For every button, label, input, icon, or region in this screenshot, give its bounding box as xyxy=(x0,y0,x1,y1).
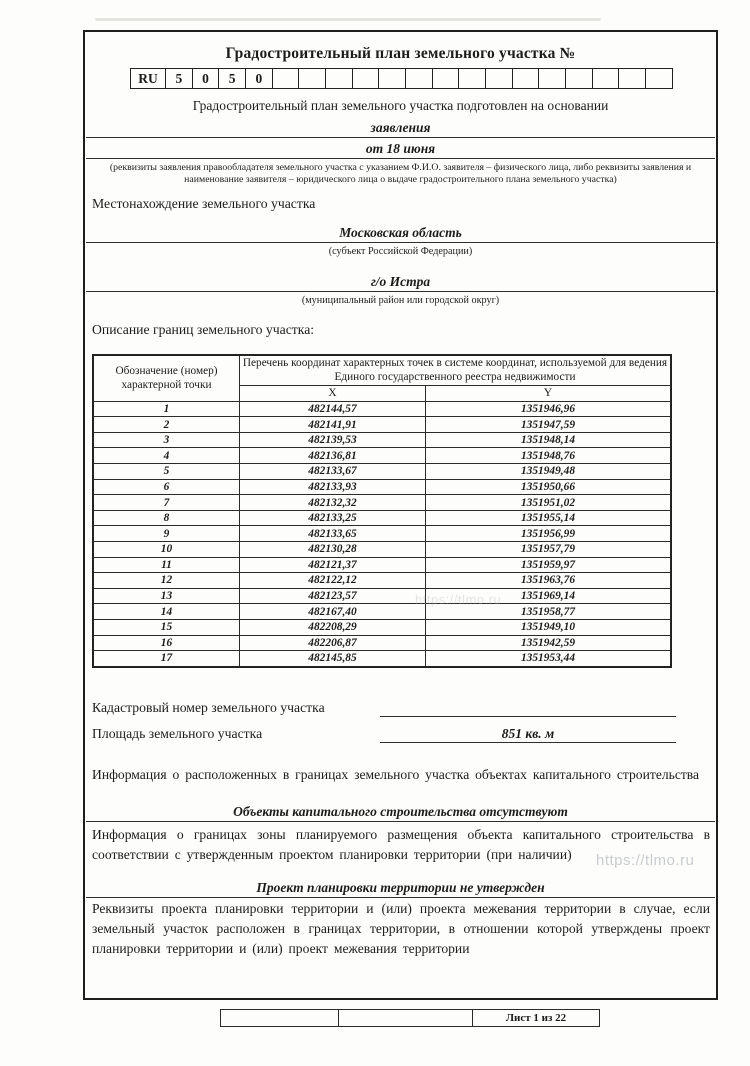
coord-x-cell: 482132,32 xyxy=(240,495,426,511)
basis-date-field: от 18 июня xyxy=(86,141,715,159)
grid-empty-cell xyxy=(379,69,406,89)
coord-y-cell: 1351949,10 xyxy=(426,619,672,635)
sheet-footer-row xyxy=(221,1010,600,1027)
coord-x-cell: 482123,57 xyxy=(240,588,426,604)
cadastral-number-value-line xyxy=(380,700,676,717)
district-footnote: (муниципальный район или городской округ) xyxy=(301,295,500,307)
grid-empty-cell xyxy=(432,69,459,89)
basis-footnote: (реквизиты заявления правообладателя земельного участка с указанием Ф.И.О. заявителя – физического лица, либо реквизиты заявления и наименование заявителя – юридического лица о выдаче градостроительного плана земельного участка) xyxy=(109,162,692,185)
coord-y-cell: 1351957,79 xyxy=(426,542,672,558)
point-number-cell: 2 xyxy=(93,417,240,433)
coord-x-cell: 482167,40 xyxy=(240,604,426,620)
footer-empty-cell-2 xyxy=(339,1010,473,1027)
coord-y-cell: 1351942,59 xyxy=(426,635,672,651)
grid-empty-cell xyxy=(326,69,353,89)
coordinates-table-header xyxy=(93,355,671,401)
coord-x-cell: 482145,85 xyxy=(240,651,426,667)
coord-y-cell: 1351959,97 xyxy=(426,557,672,573)
coords-span-header: Перечень координат характерных точек в системе координат, используемой для ведения Единого государственного реестра недвижимости xyxy=(240,355,672,385)
coord-y-cell: 1351948,76 xyxy=(426,448,672,464)
coord-x-cell: 482133,93 xyxy=(240,479,426,495)
coord-x-cell: 482133,25 xyxy=(240,510,426,526)
prepared-on-basis-line: Градостроительный план земельного участка подготовлен на основании xyxy=(192,98,609,113)
y-column-header: Y xyxy=(426,385,672,401)
coords-row xyxy=(93,479,671,495)
point-number-cell: 3 xyxy=(93,432,240,448)
area-value-line: 851 кв. м xyxy=(380,726,676,743)
coord-y-cell: 1351949,48 xyxy=(426,464,672,480)
requisites-label: Реквизиты проекта планировки территории и (или) проекта межевания территории в случае, если земельный участок расположен в границах территории, в отношении которой утверждены проект планировки территории и (или) проект межевания территории xyxy=(92,900,710,956)
grid-empty-cell xyxy=(352,69,379,89)
grid-prefix-cell: RU xyxy=(131,69,166,89)
capital-objects-value-field: Объекты капитального строительства отсутствуют xyxy=(86,804,715,822)
coord-x-cell: 482136,81 xyxy=(240,448,426,464)
coords-row xyxy=(93,432,671,448)
grid-digit-cell: 0 xyxy=(192,69,219,89)
district-value-field: г/о Истра xyxy=(86,274,715,292)
planning-zone-label: Информация о границах зоны планируемого размещения объекта капитального строительства в соответствии с утвержденным проектом планировки территории (при наличии) xyxy=(92,826,710,862)
coord-y-cell: 1351948,14 xyxy=(426,432,672,448)
point-number-cell: 4 xyxy=(93,448,240,464)
grid-empty-cell xyxy=(539,69,566,89)
coord-x-cell: 482130,28 xyxy=(240,542,426,558)
coordinates-table xyxy=(92,354,672,668)
coords-row xyxy=(93,542,671,558)
coords-row xyxy=(93,401,671,417)
coords-row xyxy=(93,448,671,464)
point-number-cell: 13 xyxy=(93,588,240,604)
basis-value-field: заявления xyxy=(86,120,715,138)
x-column-header: X xyxy=(240,385,426,401)
gpzu-number-row xyxy=(131,69,673,89)
point-number-cell: 17 xyxy=(93,651,240,667)
coords-row xyxy=(93,510,671,526)
area-row xyxy=(92,726,710,744)
point-number-cell: 9 xyxy=(93,526,240,542)
region-value-field: Московская область xyxy=(86,225,715,243)
sheet-footer-table xyxy=(220,1009,600,1027)
point-number-cell: 10 xyxy=(93,542,240,558)
grid-empty-cell xyxy=(459,69,486,89)
coord-y-cell: 1351969,14 xyxy=(426,588,672,604)
capital-objects-label: Информация о расположенных в границах земельного участка объектах капитального строительства xyxy=(92,766,700,782)
coord-x-cell: 482133,67 xyxy=(240,464,426,480)
coords-row xyxy=(93,619,671,635)
point-number-cell: 11 xyxy=(93,557,240,573)
grid-empty-cell xyxy=(406,69,433,89)
grid-digit-cell: 0 xyxy=(246,69,273,89)
coord-y-cell: 1351950,66 xyxy=(426,479,672,495)
coord-y-cell: 1351947,59 xyxy=(426,417,672,433)
coords-row xyxy=(93,651,671,667)
coords-table-body xyxy=(93,401,671,667)
region-footnote: (субъект Российской Федерации) xyxy=(328,245,473,257)
coord-x-cell: 482121,37 xyxy=(240,557,426,573)
coord-x-cell: 482144,57 xyxy=(240,401,426,417)
point-number-cell: 8 xyxy=(93,510,240,526)
point-number-cell: 16 xyxy=(93,635,240,651)
grid-empty-cell xyxy=(592,69,619,89)
grid-empty-cell xyxy=(619,69,646,89)
sheet-number-cell: Лист 1 из 22 xyxy=(473,1010,600,1027)
area-label: Площадь земельного участка xyxy=(92,725,263,741)
point-number-cell: 15 xyxy=(93,619,240,635)
grid-empty-cell xyxy=(512,69,539,89)
coord-x-cell: 482208,29 xyxy=(240,619,426,635)
coord-y-cell: 1351951,02 xyxy=(426,495,672,511)
coord-y-cell: 1351953,44 xyxy=(426,651,672,667)
grid-empty-cell xyxy=(646,69,673,89)
point-number-cell: 1 xyxy=(93,401,240,417)
coords-row xyxy=(93,464,671,480)
coord-y-cell: 1351963,76 xyxy=(426,573,672,589)
point-number-cell: 12 xyxy=(93,573,240,589)
coords-row xyxy=(93,495,671,511)
grid-digit-cell: 5 xyxy=(166,69,193,89)
point-number-cell: 7 xyxy=(93,495,240,511)
grid-empty-cell xyxy=(272,69,299,89)
planning-project-value-field: Проект планировки территории не утвержден xyxy=(86,880,715,898)
location-label: Местонахождение земельного участка xyxy=(92,195,316,211)
grid-empty-cell xyxy=(299,69,326,89)
coord-x-cell: 482141,91 xyxy=(240,417,426,433)
coord-x-cell: 482133,65 xyxy=(240,526,426,542)
coords-row xyxy=(93,573,671,589)
coords-row xyxy=(93,417,671,433)
coords-row xyxy=(93,526,671,542)
coords-row xyxy=(93,557,671,573)
coord-x-cell: 482139,53 xyxy=(240,432,426,448)
watermark-url-faint: https://tlmo.ru xyxy=(415,592,502,607)
scan-artifact xyxy=(95,18,601,21)
grid-empty-cell xyxy=(486,69,513,89)
coord-y-cell: 1351946,96 xyxy=(426,401,672,417)
point-number-cell: 6 xyxy=(93,479,240,495)
coords-row xyxy=(93,635,671,651)
point-number-cell: 14 xyxy=(93,604,240,620)
gpzu-number-grid xyxy=(130,68,673,89)
cadastral-number-row xyxy=(92,700,710,718)
document-border-frame xyxy=(83,30,718,1000)
point-number-cell: 5 xyxy=(93,464,240,480)
coord-x-cell: 482206,87 xyxy=(240,635,426,651)
borders-description-label: Описание границ земельного участка: xyxy=(92,321,315,337)
coord-y-cell: 1351956,99 xyxy=(426,526,672,542)
grid-empty-cell xyxy=(566,69,593,89)
document-title: Градостроительный план земельного участка № xyxy=(225,45,576,62)
grid-digit-cell: 5 xyxy=(219,69,246,89)
coords-row xyxy=(93,588,671,604)
cadastral-number-label: Кадастровый номер земельного участка xyxy=(92,699,325,715)
point-number-header: Обозначение (номер) характерной точки xyxy=(93,355,240,401)
footer-empty-cell-1 xyxy=(221,1010,339,1027)
coords-row xyxy=(93,604,671,620)
coord-y-cell: 1351958,77 xyxy=(426,604,672,620)
watermark-url: https://tlmo.ru xyxy=(596,852,695,869)
coord-y-cell: 1351955,14 xyxy=(426,510,672,526)
coord-x-cell: 482122,12 xyxy=(240,573,426,589)
